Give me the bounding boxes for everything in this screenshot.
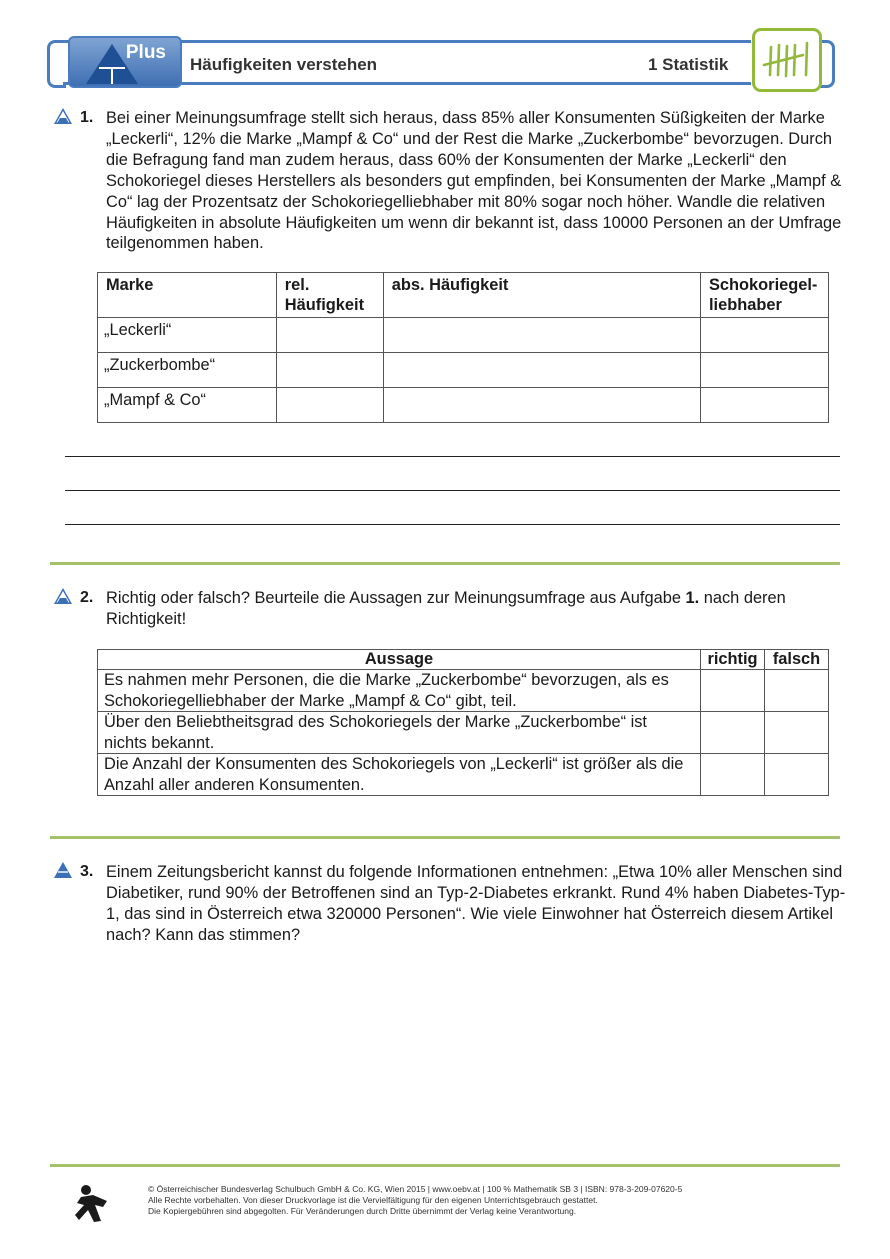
footer-line: Alle Rechte vorbehalten. Von dieser Druckvorlage ist die Vervielfältigung für den eigenen Unterrichtsgebrauch gestattet. bbox=[148, 1195, 598, 1205]
answer-cell[interactable] bbox=[700, 353, 828, 388]
table-header-cell: Schokoriegel-liebhaber bbox=[700, 273, 828, 318]
answer-line[interactable] bbox=[65, 456, 840, 457]
task-1-table bbox=[97, 272, 829, 423]
section-divider bbox=[50, 836, 840, 839]
richtig-checkbox-cell[interactable] bbox=[701, 670, 765, 712]
section-divider bbox=[50, 562, 840, 565]
publisher-logo-icon bbox=[73, 1183, 111, 1223]
footer-line: Die Kopiergebühren sind abgegolten. Für Veränderungen durch Dritte übernimmt der Verlag keine Verantwortung. bbox=[148, 1206, 577, 1216]
tally-icon bbox=[755, 31, 819, 89]
falsch-checkbox-cell[interactable] bbox=[765, 754, 829, 796]
page-title: Häufigkeiten verstehen bbox=[190, 55, 378, 74]
answer-cell[interactable] bbox=[276, 353, 383, 388]
answer-line[interactable] bbox=[65, 524, 840, 525]
answer-cell[interactable] bbox=[276, 388, 383, 423]
task-2-reference: 1. bbox=[685, 589, 700, 607]
answer-line[interactable] bbox=[65, 490, 840, 491]
brand-cell: „Zuckerbombe“ bbox=[98, 353, 277, 388]
footer-line: © Österreichischer Bundesverlag Schulbuch GmbH & Co. KG, Wien 2015 | www.oebv.at | 100 % Mathematik SB 3 | ISBN: 978-3-209-07620-5 bbox=[148, 1184, 683, 1194]
statement-cell: Über den Beliebtheitsgrad des Schokoriegels der Marke „Zuckerbombe“ ist nichts bekannt. bbox=[98, 712, 701, 754]
footer-divider bbox=[50, 1164, 840, 1167]
task-1-number: 1. bbox=[80, 109, 94, 126]
table-header-cell: Aussage bbox=[98, 650, 701, 670]
task-2-text-after: nach deren Richtigkeit! bbox=[106, 589, 786, 628]
answer-cell[interactable] bbox=[383, 353, 700, 388]
answer-cell[interactable] bbox=[383, 388, 700, 423]
difficulty-icon bbox=[53, 587, 73, 605]
statement-cell: Es nahmen mehr Personen, die die Marke „Zuckerbombe“ bevorzugen, als es Schokoriegelliebhaber der Marke „Mampf & Co“ gibt, teil. bbox=[98, 670, 701, 712]
table-header-cell: richtig bbox=[701, 650, 765, 670]
chapter-label: 1 Statistik bbox=[648, 55, 729, 74]
tally-marks-badge bbox=[752, 28, 822, 92]
table-header-cell: rel. Häufigkeit bbox=[276, 273, 383, 318]
task-2-text bbox=[106, 588, 846, 630]
plus-logo bbox=[68, 36, 182, 88]
richtig-checkbox-cell[interactable] bbox=[701, 712, 765, 754]
task-2-table bbox=[97, 649, 829, 796]
task-3-text: Einem Zeitungsbericht kannst du folgende Informationen entnehmen: „Etwa 10% aller Menschen sind Diabetiker, rund 90% der Betroffenen sind an Typ-2-Diabetes erkrankt. Rund 4% haben Diabetes-Typ-1, das sind in Österreich etwa 320000 Personen“. Wie viele Einwohner hat Österreich diesem Artikel nach? Kann das stimmen? bbox=[106, 863, 846, 944]
brand-cell: „Leckerli“ bbox=[98, 318, 277, 353]
answer-cell[interactable] bbox=[383, 318, 700, 353]
table-header-cell: falsch bbox=[765, 650, 829, 670]
task-1-text: Bei einer Meinungsumfrage stellt sich heraus, dass 85% aller Konsumenten Süßigkeiten der Marke „Leckerli“, 12% die Marke „Mampf & Co“ und der Rest die Marke „Zuckerbombe“ bevorzugen. Durch die Befragung fand man zudem heraus, dass 60% der Konsumenten der Marke „Leckerli“ den Schokoriegel dieses Herstellers als besonders gut empfinden, bei Konsumenten der Marke „Mampf & Co“ lag der Prozentsatz der Schokoriegelliebhaber mit 80% sogar noch höher. Wandle die relativen Häufigkeiten in absolute Häufigkeiten um wenn dir bekannt ist, dass 10000 Personen an der Umfrage teilgenommen haben. bbox=[106, 109, 842, 253]
difficulty-icon-filled bbox=[53, 861, 73, 879]
falsch-checkbox-cell[interactable] bbox=[765, 712, 829, 754]
header-right-bracket bbox=[820, 40, 835, 88]
table-header-cell: abs. Häufigkeit bbox=[383, 273, 700, 318]
header-left-bracket bbox=[47, 40, 66, 88]
copyright-footer bbox=[148, 1184, 682, 1217]
answer-cell[interactable] bbox=[276, 318, 383, 353]
brand-cell: „Mampf & Co“ bbox=[98, 388, 277, 423]
difficulty-icon bbox=[53, 107, 73, 125]
answer-cell[interactable] bbox=[700, 388, 828, 423]
richtig-checkbox-cell[interactable] bbox=[701, 754, 765, 796]
answer-cell[interactable] bbox=[700, 318, 828, 353]
task-3-number: 3. bbox=[80, 863, 94, 880]
table-header-cell: Marke bbox=[98, 273, 277, 318]
task-2-text-before: Richtig oder falsch? Beurteile die Aussagen zur Meinungsumfrage aus Aufgabe bbox=[106, 589, 686, 607]
statement-cell: Die Anzahl der Konsumenten des Schokoriegels von „Leckerli“ ist größer als die Anzahl aller anderen Konsumenten. bbox=[98, 754, 701, 796]
falsch-checkbox-cell[interactable] bbox=[765, 670, 829, 712]
task-2-number: 2. bbox=[80, 589, 94, 606]
plus-logo-label: Plus bbox=[125, 42, 166, 63]
